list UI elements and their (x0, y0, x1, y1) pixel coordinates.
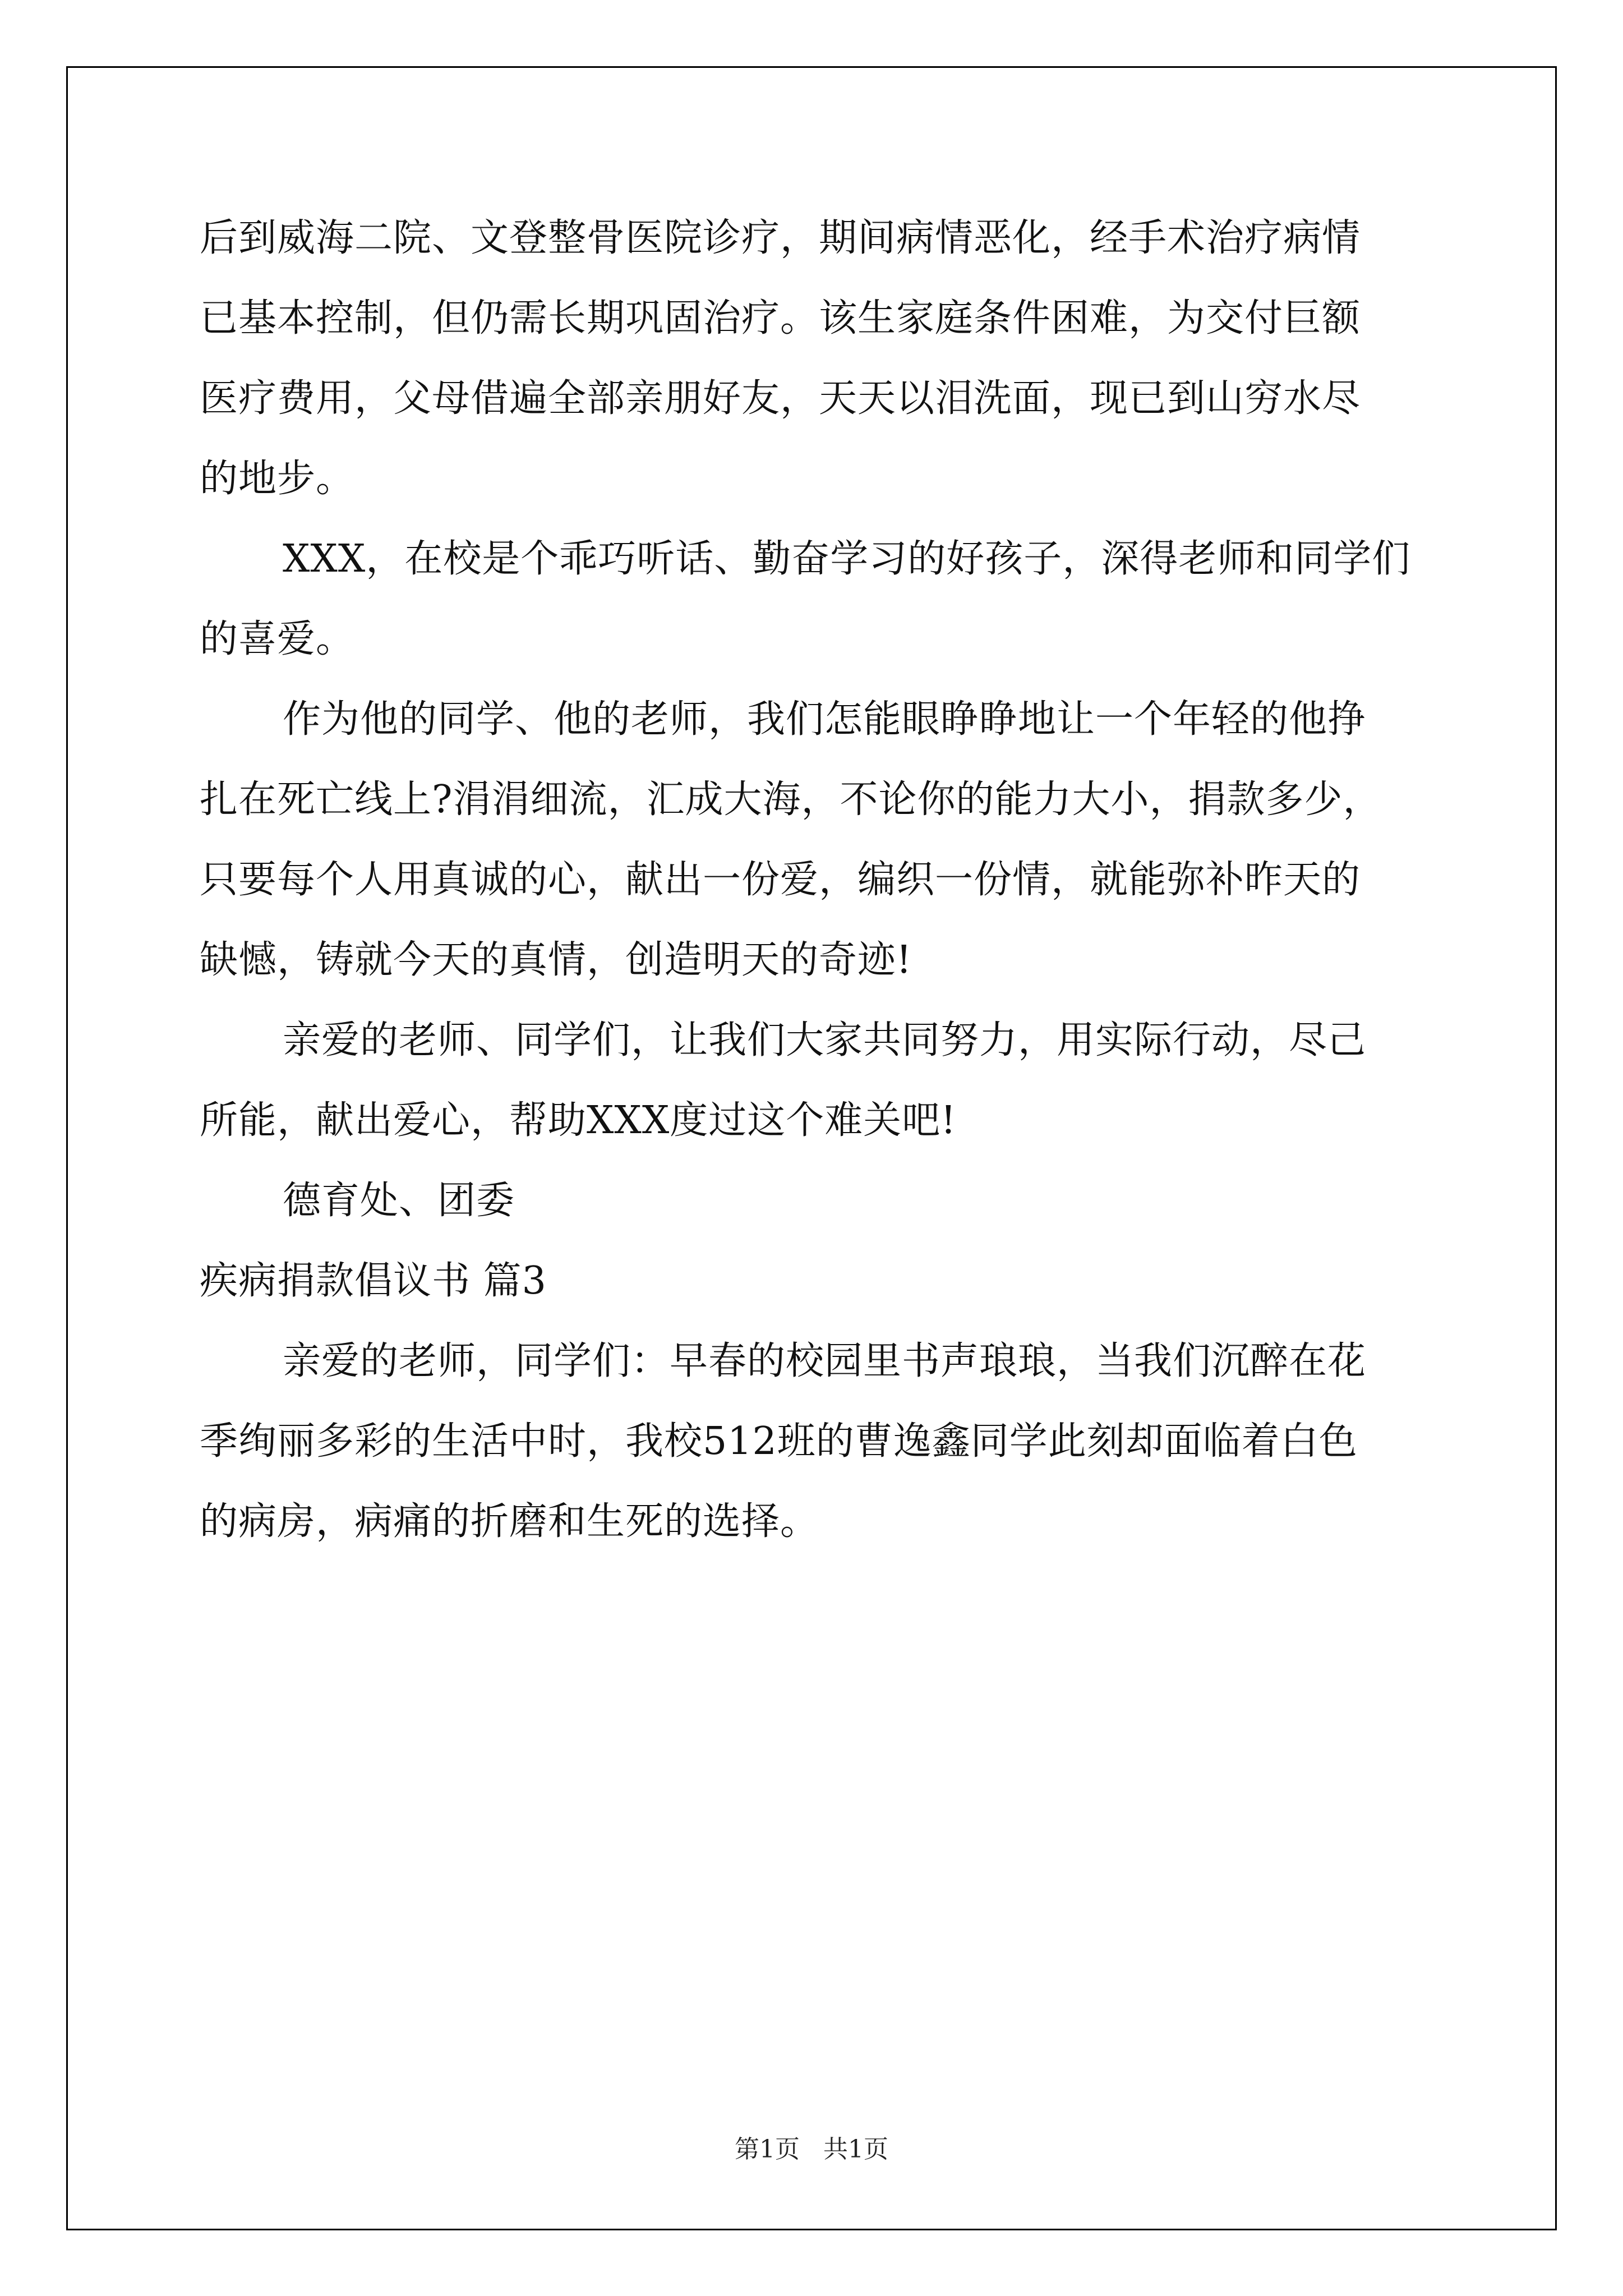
paragraph-start-line: 作为他的同学、他的老师，我们怎能眼睁睁地让一个年轻的他挣 (283, 697, 1367, 742)
section-heading: 疾病捐款倡议书 篇3 (200, 1259, 547, 1303)
paragraph-start-line: 亲爱的老师、同学们，让我们大家共同努力，用实际行动，尽己 (283, 1018, 1367, 1062)
body-line: 医疗费用，父母借遍全部亲朋好友，天天以泪洗面，现已到山穷水尽 (200, 376, 1361, 421)
page-number-current: 第1页 (735, 2135, 800, 2164)
body-line: 的病房，病痛的折磨和生死的选择。 (200, 1499, 819, 1544)
body-line: 扎在死亡线上?涓涓细流，汇成大海，不论你的能力大小，捐款多少， (200, 777, 1382, 822)
paragraph-start-line: XXX，在校是个乖巧听话、勤奋学习的好孩子，深得老师和同学们 (283, 537, 1411, 581)
body-line: 的地步。 (200, 457, 355, 501)
body-line: 季绚丽多彩的生活中时，我校512班的曹逸鑫同学此刻却面临着白色 (200, 1419, 1358, 1464)
page-footer (0, 2133, 1623, 2166)
body-line: 后到威海二院、文登整骨医院诊疗，期间病情恶化，经手术治疗病情 (200, 216, 1361, 260)
body-line: 的喜爱。 (200, 617, 355, 661)
paragraph-start-line: 亲爱的老师，同学们：早春的校园里书声琅琅，当我们沉醉在花 (283, 1339, 1367, 1383)
body-line: 所能，献出爱心，帮助XXX度过这个难关吧! (200, 1098, 957, 1143)
body-line: 已基本控制，但仍需长期巩固治疗。该生家庭条件困难，为交付巨额 (200, 296, 1361, 341)
body-line: 缺憾，铸就今天的真情，创造明天的奇迹! (200, 938, 912, 982)
page-number-total: 共1页 (823, 2135, 888, 2164)
signature-line: 德育处、团委 (283, 1179, 515, 1223)
body-line: 只要每个人用真诚的心，献出一份爱，编织一份情，就能弥补昨天的 (200, 858, 1361, 902)
